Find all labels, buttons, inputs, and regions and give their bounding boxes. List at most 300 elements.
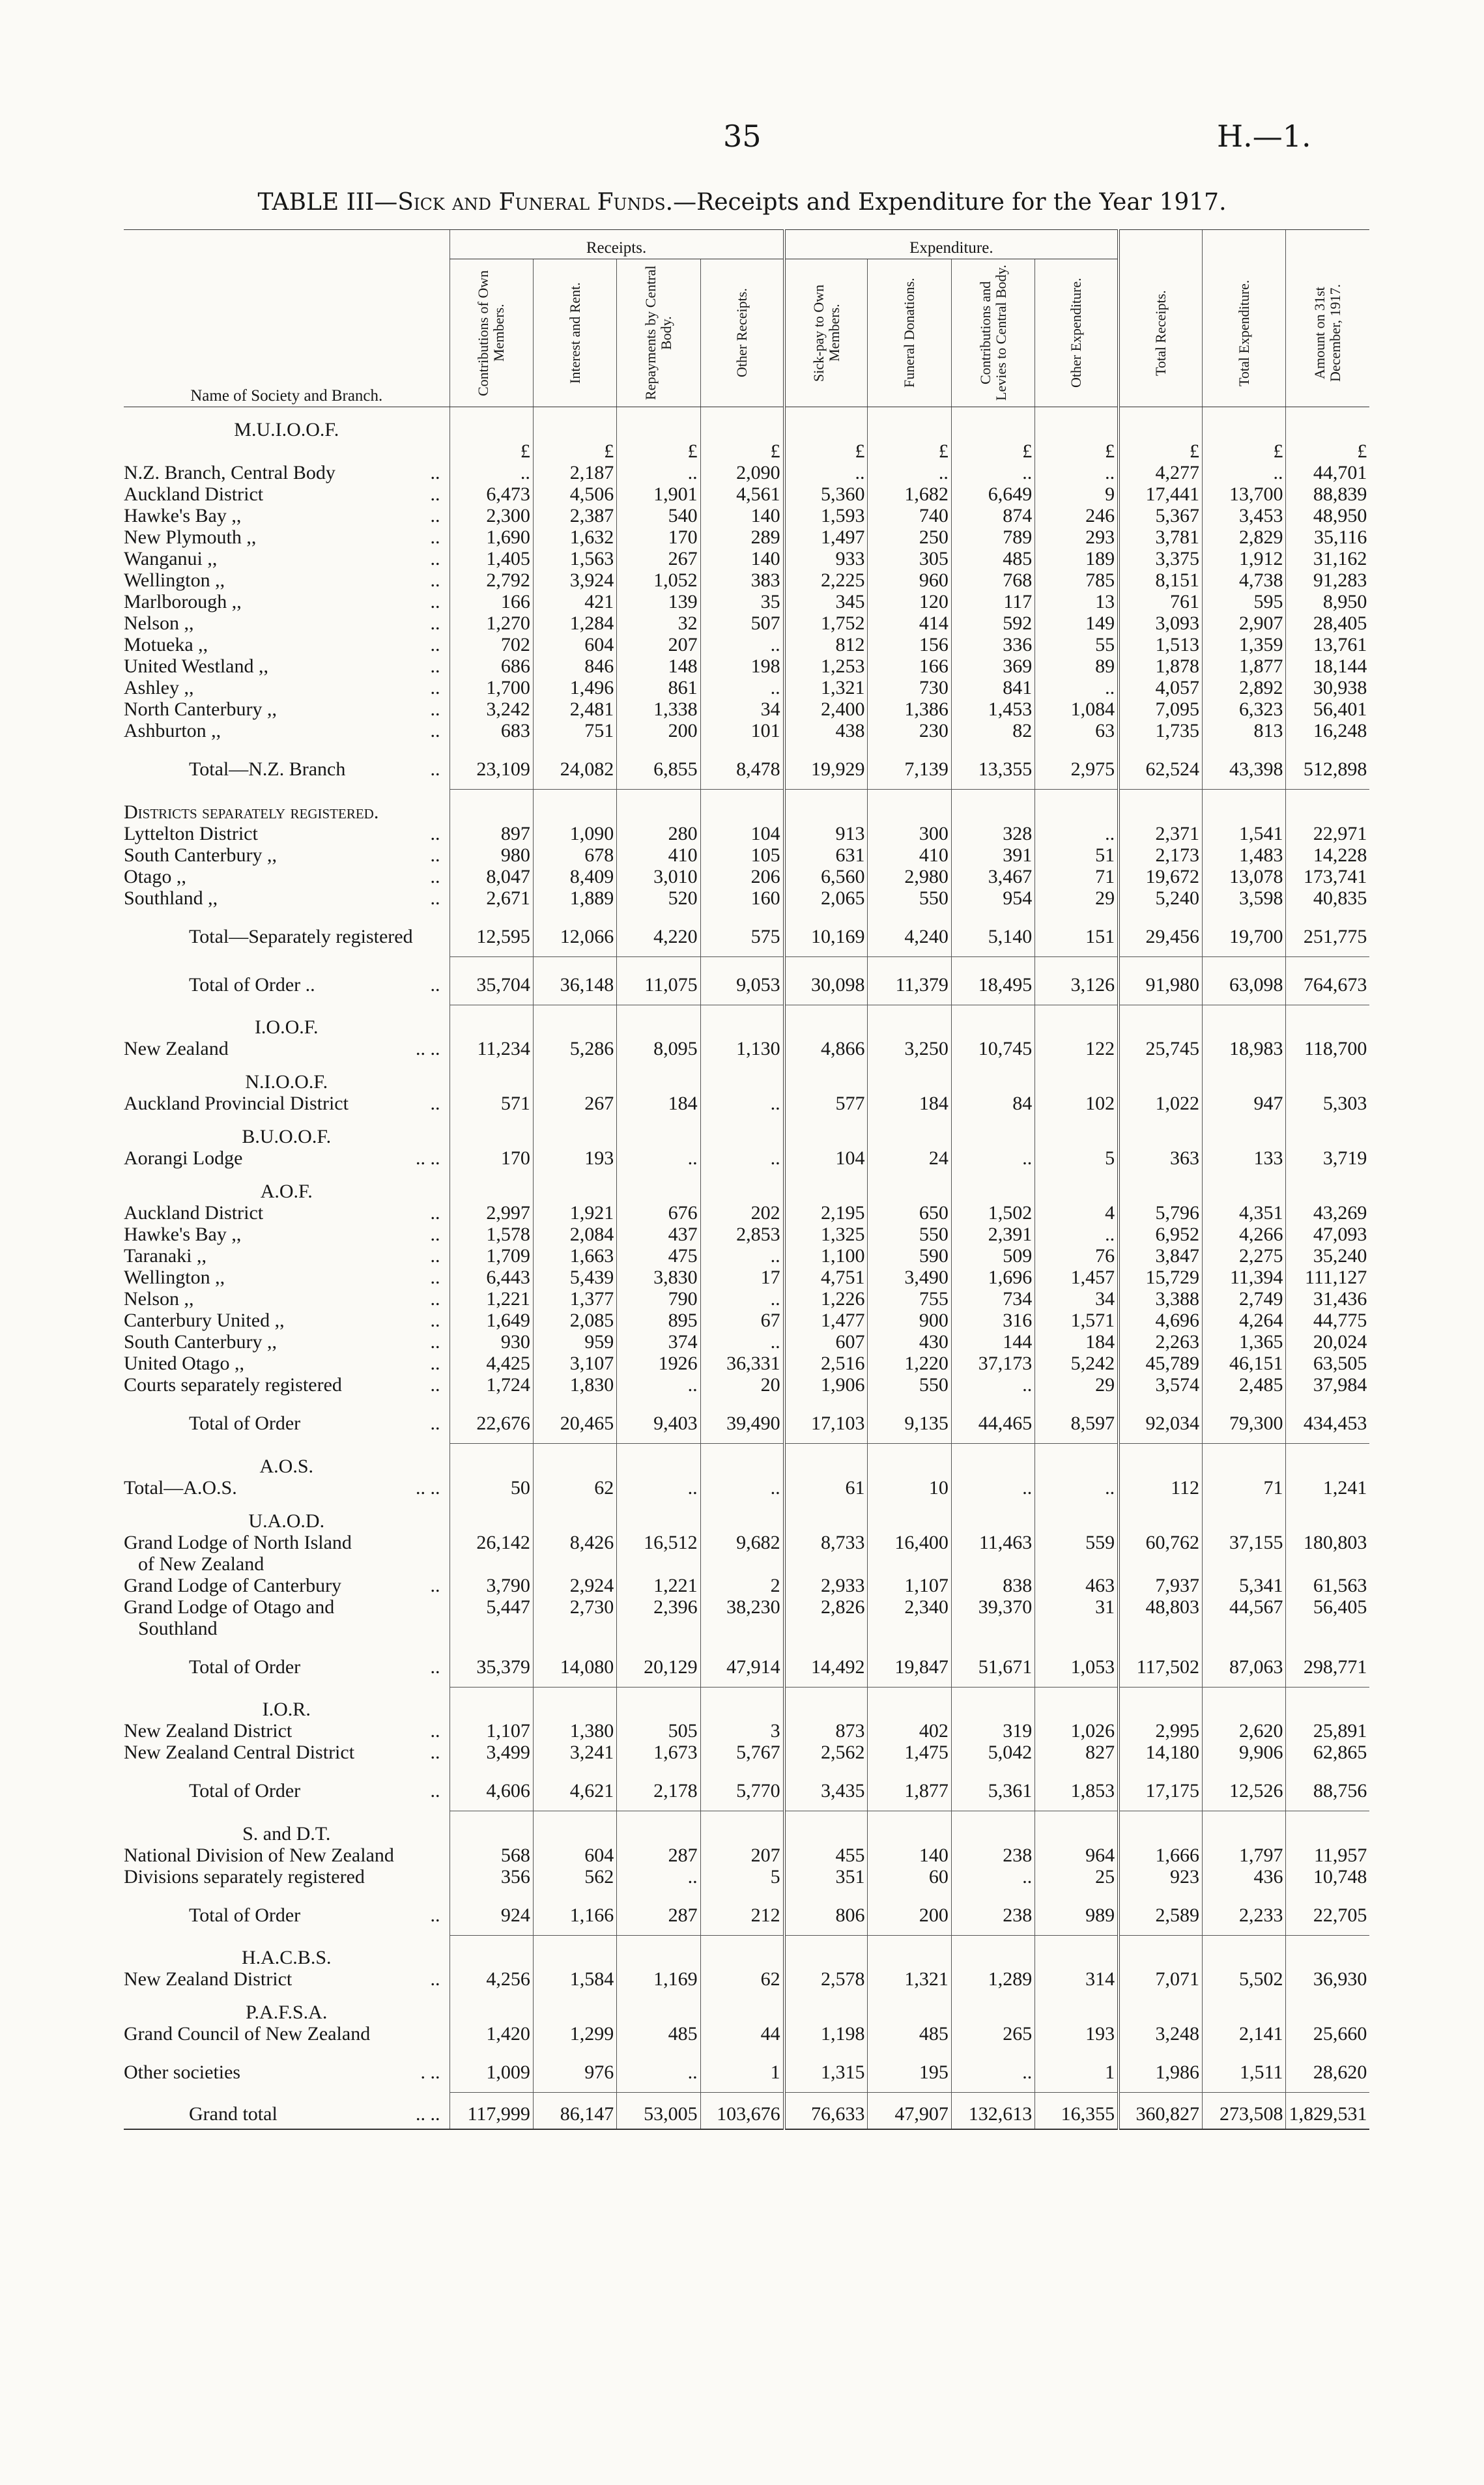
value-cell: 35: [700, 591, 784, 612]
leader-dots: .. ..: [416, 1147, 440, 1169]
value-cell: 17,103: [784, 1396, 868, 1444]
value-cell: 846: [533, 655, 616, 677]
value-cell: 2,396: [617, 1596, 700, 1618]
column-header: Other Receipts.: [700, 259, 784, 407]
value-cell: 47,907: [868, 2093, 951, 2130]
value-cell: 3,574: [1119, 1374, 1202, 1396]
branch-name-text: Total—A.O.S.: [124, 1476, 237, 1499]
value-cell: ..: [951, 1477, 1035, 1499]
branch-row: [124, 844, 1369, 866]
value-cell: 4,561: [700, 483, 784, 505]
value-cell: 1: [700, 2045, 784, 2093]
branch-row: [124, 720, 1369, 741]
value-cell: 363: [1119, 1147, 1202, 1169]
leader-dots: ..: [430, 973, 440, 996]
value-cell: 24,082: [533, 741, 616, 790]
branch-name: [124, 1720, 449, 1742]
value-cell: ..: [449, 462, 533, 483]
value-cell: 8,950: [1286, 591, 1369, 612]
value-cell: 813: [1203, 720, 1286, 741]
value-cell: 238: [951, 1845, 1035, 1866]
value-cell: 293: [1035, 526, 1119, 548]
value-cell: 9,403: [617, 1396, 700, 1444]
value-cell: 63: [1035, 720, 1119, 741]
value-cell: 289: [700, 526, 784, 548]
value-cell: 6,443: [449, 1267, 533, 1288]
value-cell: 1,284: [533, 612, 616, 634]
value-cell: 1,009: [449, 2045, 533, 2093]
branch-row: [124, 1374, 1369, 1396]
value-cell: 4,264: [1203, 1310, 1286, 1331]
value-cell: 356: [449, 1866, 533, 1888]
value-cell: £: [1119, 440, 1202, 462]
value-cell: 17: [700, 1267, 784, 1288]
value-cell: 2,997: [449, 1202, 533, 1224]
branch-name: [124, 462, 449, 483]
leader-dots: ..: [430, 758, 440, 781]
value-cell: 761: [1119, 591, 1202, 612]
value-cell: 430: [868, 1331, 951, 1353]
value-cell: 22,971: [1286, 823, 1369, 844]
value-cell: 2,085: [533, 1310, 616, 1331]
branch-name: [124, 1575, 449, 1596]
branch-name-text: Ashburton ,,: [124, 720, 221, 741]
value-cell: 19,929: [784, 741, 868, 790]
value-cell: ..: [951, 1374, 1035, 1396]
value-cell: 2,980: [868, 866, 951, 887]
value-cell: 2,233: [1203, 1888, 1286, 1936]
value-cell: 7,937: [1119, 1575, 1202, 1596]
value-cell: £: [617, 440, 700, 462]
value-cell: 12,595: [449, 909, 533, 957]
branch-name: [124, 2045, 449, 2093]
value-cell: 4,425: [449, 1353, 533, 1374]
society-caption-row: [124, 1005, 1369, 1038]
branch-name: [124, 634, 449, 655]
value-cell: 3,499: [449, 1742, 533, 1763]
value-cell: 14,180: [1119, 1742, 1202, 1763]
value-cell: 1,226: [784, 1288, 868, 1310]
value-cell: 118,700: [1286, 1038, 1369, 1059]
branch-row: [124, 569, 1369, 591]
branch-row: [124, 1720, 1369, 1742]
value-cell: 1,578: [449, 1224, 533, 1245]
value-cell: 4,751: [784, 1267, 868, 1288]
value-cell: 1,483: [1203, 844, 1286, 866]
value-cell: 1,338: [617, 698, 700, 720]
branch-name: [124, 1742, 449, 1763]
value-cell: 160: [700, 887, 784, 909]
branch-name-text: N.Z. Branch, Central Body: [124, 462, 335, 483]
value-cell: 2,391: [951, 1224, 1035, 1245]
value-cell: 2,562: [784, 1742, 868, 1763]
receipts-group-header: Receipts.: [449, 230, 784, 259]
value-cell: 1,724: [449, 1374, 533, 1396]
value-cell: 434,453: [1286, 1396, 1369, 1444]
value-cell: ..: [617, 1477, 700, 1499]
value-cell: 764,673: [1286, 956, 1369, 1005]
branch-name: [124, 1245, 449, 1267]
value-cell: 1,853: [1035, 1763, 1119, 1811]
value-cell: 702: [449, 634, 533, 655]
value-cell: 3,242: [449, 698, 533, 720]
value-cell: 37,155: [1203, 1532, 1286, 1553]
leader-dots: ..: [430, 720, 440, 741]
value-cell: 1,690: [449, 526, 533, 548]
branch-row: [124, 634, 1369, 655]
value-cell: 56,401: [1286, 698, 1369, 720]
value-cell: 13,700: [1203, 483, 1286, 505]
value-cell: 1,906: [784, 1374, 868, 1396]
value-cell: 1,457: [1035, 1267, 1119, 1288]
value-cell: 4,266: [1203, 1224, 1286, 1245]
value-cell: 1,289: [951, 1968, 1035, 1990]
value-cell: 1,166: [533, 1888, 616, 1936]
value-cell: 3,093: [1119, 612, 1202, 634]
branch-row: [124, 1845, 1369, 1866]
branch-name-text: Canterbury United ,,: [124, 1310, 285, 1331]
value-cell: 1,663: [533, 1245, 616, 1267]
value-cell: 1,299: [533, 2023, 616, 2045]
value-cell: 314: [1035, 1968, 1119, 1990]
value-cell: 1,220: [868, 1353, 951, 1374]
value-cell: 51,671: [951, 1639, 1035, 1688]
value-cell: 117,999: [449, 2093, 533, 2130]
value-cell: 14,492: [784, 1639, 868, 1688]
value-cell: 60,762: [1119, 1532, 1202, 1553]
total-row: [124, 1763, 1369, 1811]
value-cell: 38,230: [700, 1596, 784, 1618]
value-cell: 29: [1035, 1374, 1119, 1396]
value-cell: 273,508: [1203, 2093, 1286, 2130]
value-cell: 2: [700, 1575, 784, 1596]
value-cell: 39,370: [951, 1596, 1035, 1618]
value-cell: 10,169: [784, 909, 868, 957]
value-cell: 2,892: [1203, 677, 1286, 698]
value-cell: 319: [951, 1720, 1035, 1742]
value-cell: 55: [1035, 634, 1119, 655]
value-cell: 414: [868, 612, 951, 634]
value-cell: 2,371: [1119, 823, 1202, 844]
value-cell: 740: [868, 505, 951, 526]
value-cell: 25,891: [1286, 1720, 1369, 1742]
branch-row: [124, 1742, 1369, 1763]
value-cell: 730: [868, 677, 951, 698]
value-cell: 3,924: [533, 569, 616, 591]
value-cell: 3,790: [449, 1575, 533, 1596]
column-header: Total Receipts.: [1119, 259, 1202, 407]
value-cell: 1,253: [784, 655, 868, 677]
value-cell: 959: [533, 1331, 616, 1353]
value-cell: 755: [868, 1288, 951, 1310]
value-cell: 3,719: [1286, 1147, 1369, 1169]
branch-name: [124, 677, 449, 698]
value-cell: 806: [784, 1888, 868, 1936]
branch-name-text: New Zealand: [124, 1038, 229, 1059]
value-cell: ..: [951, 2045, 1035, 2093]
value-cell: 166: [868, 655, 951, 677]
value-cell: 2,065: [784, 887, 868, 909]
value-cell: 3,107: [533, 1353, 616, 1374]
value-cell: 1926: [617, 1353, 700, 1374]
value-cell: 202: [700, 1202, 784, 1224]
value-cell: 895: [617, 1310, 700, 1331]
value-cell: 5,341: [1203, 1575, 1286, 1596]
society-caption: N.I.O.O.F.: [245, 1071, 328, 1093]
value-cell: 650: [868, 1202, 951, 1224]
branch-name-text: United Westland ,,: [124, 655, 268, 677]
leader-dots: ..: [430, 1742, 440, 1763]
value-cell: 874: [951, 505, 1035, 526]
branch-name: [124, 548, 449, 569]
value-cell: 1,986: [1119, 2045, 1202, 2093]
value-cell: 14,228: [1286, 844, 1369, 866]
branch-row: [124, 1968, 1369, 1990]
society-caption-row: [124, 1990, 1369, 2023]
value-cell: 3,010: [617, 866, 700, 887]
value-cell: 1,453: [951, 698, 1035, 720]
leader-dots: ..: [430, 634, 440, 655]
branch-name-text: United Otago ,,: [124, 1353, 244, 1374]
society-caption: A.O.S.: [259, 1455, 313, 1477]
value-cell: 507: [700, 612, 784, 634]
value-cell: 391: [951, 844, 1035, 866]
branch-name: [124, 1845, 449, 1866]
value-cell: 485: [617, 2023, 700, 2045]
title-prefix: TABLE III—: [257, 189, 398, 216]
value-cell: 88,839: [1286, 483, 1369, 505]
value-cell: 8,151: [1119, 569, 1202, 591]
value-cell: 923: [1119, 1866, 1202, 1888]
value-cell: 62: [533, 1477, 616, 1499]
value-cell: 590: [868, 1245, 951, 1267]
value-cell: 3,781: [1119, 526, 1202, 548]
value-cell: 550: [868, 887, 951, 909]
value-cell: 246: [1035, 505, 1119, 526]
value-cell: 133: [1203, 1147, 1286, 1169]
value-cell: 67: [700, 1310, 784, 1331]
branch-row: [124, 1267, 1369, 1288]
value-cell: 132,613: [951, 2093, 1035, 2130]
value-cell: 76,633: [784, 2093, 868, 2130]
value-cell: 1,502: [951, 1202, 1035, 1224]
value-cell: 19,847: [868, 1639, 951, 1688]
branch-name: [124, 1477, 449, 1499]
value-cell: 63,505: [1286, 1353, 1369, 1374]
branch-name: [124, 569, 449, 591]
value-cell: 5,361: [951, 1763, 1035, 1811]
value-cell: 345: [784, 591, 868, 612]
value-cell: 1,198: [784, 2023, 868, 2045]
society-caption: B.U.O.O.F.: [242, 1126, 332, 1147]
branch-name: [124, 1639, 449, 1688]
branch-name-text: Grand Council of New Zealand: [124, 2023, 371, 2045]
value-cell: 4,351: [1203, 1202, 1286, 1224]
value-cell: 2,995: [1119, 1720, 1202, 1742]
value-cell: 287: [617, 1845, 700, 1866]
value-cell: 148: [617, 655, 700, 677]
value-cell: 954: [951, 887, 1035, 909]
branch-name: [124, 1396, 449, 1444]
value-cell: 13,761: [1286, 634, 1369, 655]
leader-dots: ..: [430, 591, 440, 612]
branch-name: [124, 823, 449, 844]
value-cell: 3,453: [1203, 505, 1286, 526]
branch-name-text: Grand Lodge of Otago and: [124, 1596, 335, 1618]
value-cell: 8,095: [617, 1038, 700, 1059]
value-cell: 44,701: [1286, 462, 1369, 483]
branch-name-text: Divisions separately registered: [124, 1865, 365, 1888]
value-cell: 198: [700, 655, 784, 677]
value-cell: 11,463: [951, 1532, 1035, 1553]
value-cell: 2,933: [784, 1575, 868, 1596]
value-cell: 8,426: [533, 1532, 616, 1553]
value-cell: 2,481: [533, 698, 616, 720]
value-cell: 964: [1035, 1845, 1119, 1866]
value-cell: 328: [951, 823, 1035, 844]
value-cell: 79,300: [1203, 1396, 1286, 1444]
value-cell: 31,162: [1286, 548, 1369, 569]
value-cell: ..: [951, 462, 1035, 483]
value-cell: 947: [1203, 1093, 1286, 1114]
branch-name: [124, 2023, 449, 2045]
value-cell: 44,465: [951, 1396, 1035, 1444]
leader-dots: ..: [430, 462, 440, 483]
leader-dots: ..: [430, 1202, 440, 1224]
value-cell: 5,367: [1119, 505, 1202, 526]
society-caption-row: [124, 1687, 1369, 1720]
value-cell: 5,360: [784, 483, 868, 505]
value-cell: 1,359: [1203, 634, 1286, 655]
value-cell: ..: [1035, 1224, 1119, 1245]
value-cell: 24: [868, 1147, 951, 1169]
value-cell: 36,331: [700, 1353, 784, 1374]
value-cell: 144: [951, 1331, 1035, 1353]
leader-dots: ..: [430, 1288, 440, 1310]
value-cell: 47,914: [700, 1639, 784, 1688]
value-cell: 2,485: [1203, 1374, 1286, 1396]
value-cell: 2,173: [1119, 844, 1202, 866]
value-cell: 35,240: [1286, 1245, 1369, 1267]
value-cell: 251,775: [1286, 909, 1369, 957]
leader-dots: ..: [430, 677, 440, 698]
value-cell: 10,745: [951, 1038, 1035, 1059]
value-cell: 812: [784, 634, 868, 655]
value-cell: ..: [1035, 462, 1119, 483]
value-cell: 25: [1035, 1866, 1119, 1888]
value-cell: ..: [700, 1331, 784, 1353]
value-cell: 91,980: [1119, 956, 1202, 1005]
value-cell: 61: [784, 1477, 868, 1499]
branch-name: [124, 526, 449, 548]
value-cell: 212: [700, 1888, 784, 1936]
column-header: Other Expenditure.: [1035, 259, 1119, 407]
branch-row: [124, 866, 1369, 887]
value-cell: 22,676: [449, 1396, 533, 1444]
leader-dots: ..: [430, 612, 440, 634]
value-cell: 2,275: [1203, 1245, 1286, 1267]
value-cell: 410: [617, 844, 700, 866]
value-cell: 62,524: [1119, 741, 1202, 790]
branch-name-text: New Zealand District: [124, 1968, 293, 1990]
value-cell: 1,405: [449, 548, 533, 569]
value-cell: 298,771: [1286, 1639, 1369, 1688]
value-cell: 1,130: [700, 1038, 784, 1059]
branch-name: [124, 1532, 449, 1553]
value-cell: 4: [1035, 1202, 1119, 1224]
value-cell: 22,705: [1286, 1888, 1369, 1936]
leader-dots: ..: [430, 483, 440, 505]
value-cell: 1,169: [617, 1968, 700, 1990]
value-cell: 5: [1035, 1147, 1119, 1169]
leader-dots: ..: [430, 548, 440, 569]
value-cell: 1,496: [533, 677, 616, 698]
value-cell: 789: [951, 526, 1035, 548]
value-cell: 13: [1035, 591, 1119, 612]
value-cell: 1,315: [784, 2045, 868, 2093]
value-cell: 25,660: [1286, 2023, 1369, 2045]
branch-name-text: Wellington ,,: [124, 1267, 225, 1288]
value-cell: 28,620: [1286, 2045, 1369, 2093]
value-cell: 35,379: [449, 1639, 533, 1688]
value-cell: 92,034: [1119, 1396, 1202, 1444]
value-cell: 2,300: [449, 505, 533, 526]
value-cell: ..: [951, 1866, 1035, 1888]
branch-name-text: Grand Lodge of Canterbury: [124, 1574, 342, 1596]
value-cell: 5,042: [951, 1742, 1035, 1763]
branch-name-text: Auckland District: [124, 483, 264, 505]
value-cell: 5,439: [533, 1267, 616, 1288]
value-cell: 1,475: [868, 1742, 951, 1763]
value-cell: 156: [868, 634, 951, 655]
value-cell: 1,878: [1119, 655, 1202, 677]
value-cell: 374: [617, 1331, 700, 1353]
value-cell: 44,775: [1286, 1310, 1369, 1331]
branch-row: [124, 655, 1369, 677]
leader-dots: ..: [430, 1780, 440, 1802]
total-row: [124, 956, 1369, 1005]
value-cell: 166: [449, 591, 533, 612]
branch-row: [124, 1038, 1369, 1059]
value-cell: 170: [449, 1147, 533, 1169]
branch-row: [124, 483, 1369, 505]
branch-name: [124, 909, 449, 957]
value-cell: 1,829,531: [1286, 2093, 1369, 2130]
leader-dots: ..: [430, 1331, 440, 1353]
column-header: Sick-pay to Own Members.: [784, 259, 868, 407]
value-cell: 4,606: [449, 1763, 533, 1811]
value-cell: 485: [868, 2023, 951, 2045]
value-cell: 351: [784, 1866, 868, 1888]
value-cell: 607: [784, 1331, 868, 1353]
value-cell: 1,877: [868, 1763, 951, 1811]
value-cell: 18,495: [951, 956, 1035, 1005]
value-cell: 575: [700, 909, 784, 957]
value-cell: 1,541: [1203, 823, 1286, 844]
value-cell: 140: [700, 548, 784, 569]
value-cell: 1,593: [784, 505, 868, 526]
value-cell: 13,355: [951, 741, 1035, 790]
branch-name-text: Nelson ,,: [124, 1288, 194, 1310]
value-cell: 267: [617, 548, 700, 569]
branch-name-text: Hawke's Bay ,,: [124, 505, 242, 526]
value-cell: 11,075: [617, 956, 700, 1005]
value-cell: 28,405: [1286, 612, 1369, 634]
value-cell: 6,560: [784, 866, 868, 887]
branch-row: [124, 677, 1369, 698]
leader-dots: ..: [430, 1245, 440, 1267]
branch-name: [124, 956, 449, 1005]
